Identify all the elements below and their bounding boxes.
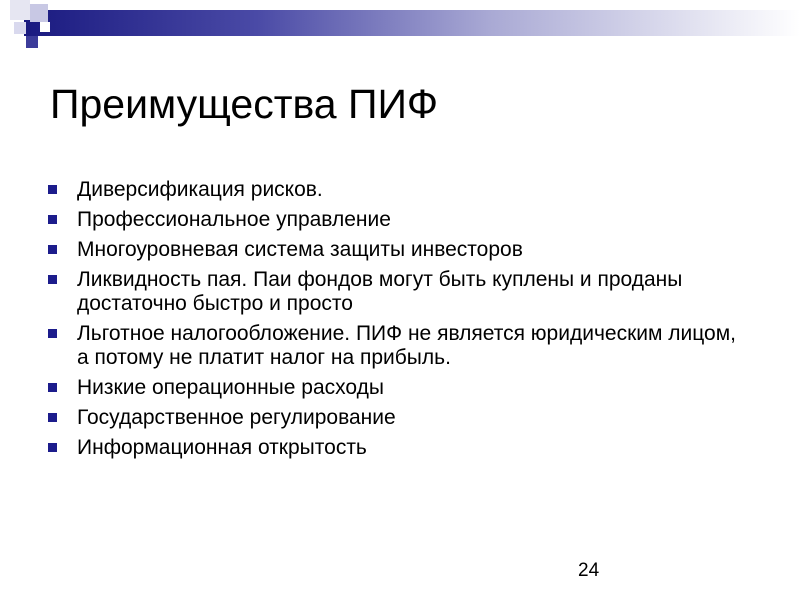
square-bullet-icon: [48, 443, 57, 452]
bullet-item: [48, 376, 748, 400]
square-bullet-icon: [48, 275, 57, 284]
bullet-item: [48, 322, 748, 370]
bullet-text: Диверсификация рисков.: [77, 178, 323, 201]
bullet-text: Низкие операционные расходы: [77, 376, 384, 399]
bullet-text: Профессиональное управление: [77, 208, 391, 231]
page-number: 24: [578, 560, 600, 581]
square-bullet-icon: [48, 413, 57, 422]
decorative-square: [40, 22, 50, 32]
header-gradient-bar: [24, 10, 800, 36]
bullet-text: Ликвидность пая. Паи фондов могут быть куплены и проданы достаточно быстро и просто: [77, 268, 683, 315]
bullet-item: [48, 436, 748, 460]
slide-title: Преимущества ПИФ: [50, 81, 439, 127]
decorative-square: [14, 22, 26, 34]
decorative-square: [30, 4, 48, 22]
decorative-square: [26, 36, 38, 48]
bullet-item: [48, 268, 748, 316]
bullet-text: Информационная открытость: [77, 436, 367, 459]
bullet-item: [48, 406, 748, 430]
bullet-list: [48, 178, 748, 466]
decorative-square: [10, 0, 30, 20]
bullet-text: Государственное регулирование: [77, 406, 396, 429]
bullet-text: Льготное налогообложение. ПИФ не является юридическим лицом, а потому не платит налог на прибыль.: [77, 322, 736, 369]
square-bullet-icon: [48, 185, 57, 194]
square-bullet-icon: [48, 329, 57, 338]
bullet-item: [48, 238, 748, 262]
bullet-item: [48, 208, 748, 232]
square-bullet-icon: [48, 383, 57, 392]
bullet-item: [48, 178, 748, 202]
square-bullet-icon: [48, 215, 57, 224]
square-bullet-icon: [48, 245, 57, 254]
bullet-text: Многоуровневая система защиты инвесторов: [77, 238, 523, 261]
